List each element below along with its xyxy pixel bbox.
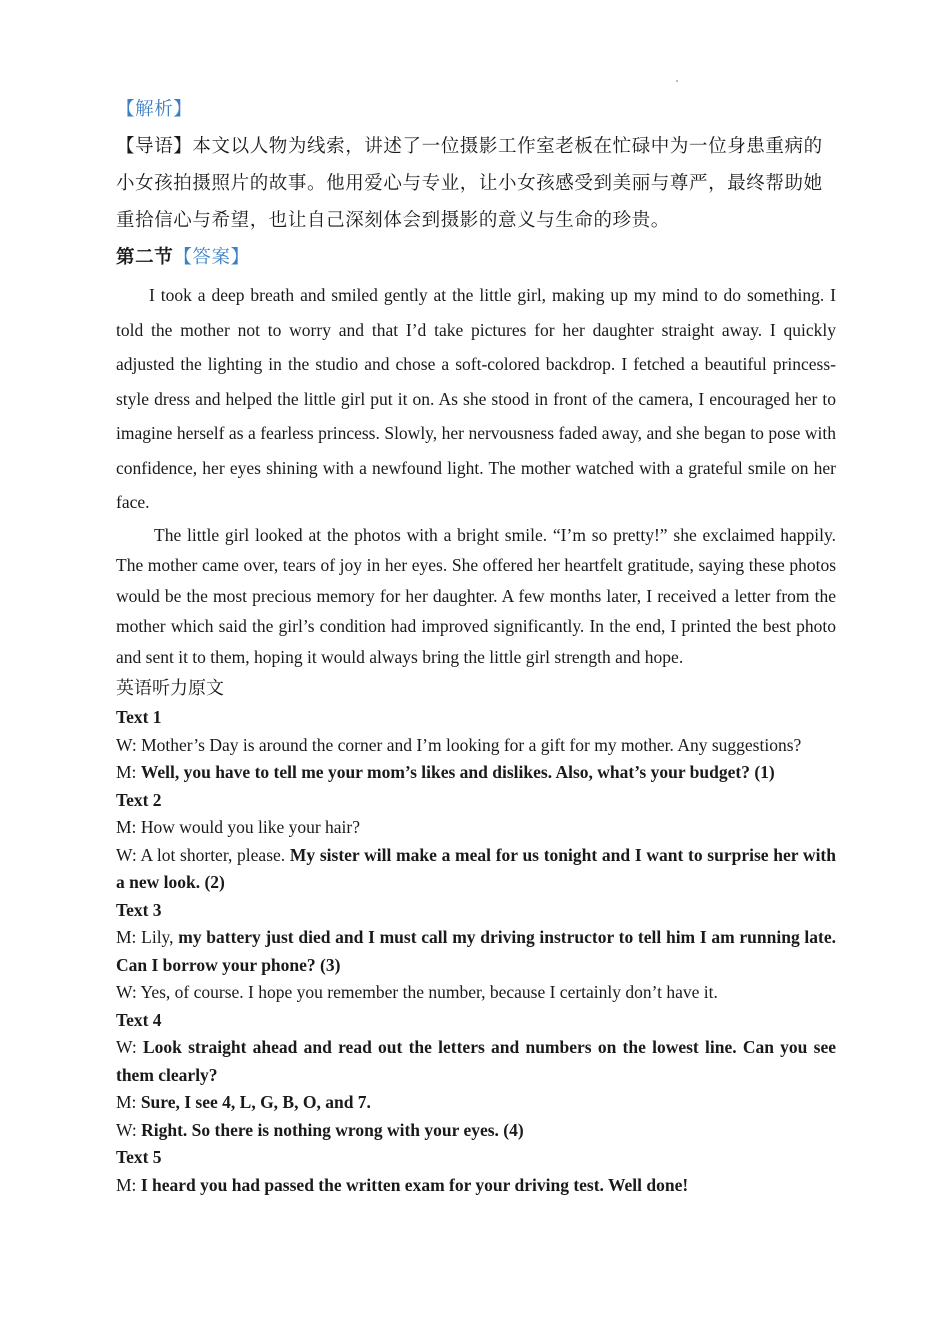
dialogue-text: Yes, of course. I hope you remember the number, because I certainly don’t have it. <box>140 982 718 1002</box>
answer-key-text: My sister will make a meal for us tonight and I want to surprise her with a new look. (2) <box>116 844 836 892</box>
answer-key-text: Look straight ahead and read out the letters and numbers on the lowest line. Can you see them clearly? <box>116 1037 836 1085</box>
intro-label: 【导语】 <box>116 137 193 157</box>
dialogue-line <box>116 924 836 979</box>
dialogue-text: How would you like your hair? <box>140 817 361 837</box>
dialogue-text: Lily, <box>141 927 179 947</box>
speaker-label: W: <box>116 1037 143 1057</box>
transcript-title: Text 4 <box>116 1009 162 1030</box>
dialogue-line <box>116 842 836 897</box>
section-title: 第二节 <box>116 248 174 268</box>
answer-paragraph-2: The little girl looked at the photos with a bright smile. “I’m so pretty!” she exclaimed happily. The mother came over, tears of joy in her eyes. She offered her heartfelt gratitude, saying these photos would be the most precious memory for her daughter. A few months later, I received a letter from the mother which said the girl’s condition had improved significantly. In the end, I printed the best photo and sent it to them, hoping it would always bring the little girl strength and hope. <box>116 524 836 667</box>
dialogue-text: Mother’s Day is around the corner and I’m looking for a gift for my mother. Any suggestions? <box>141 734 802 755</box>
dialogue-line <box>116 1172 836 1200</box>
speaker-label: W: <box>116 982 141 1002</box>
transcript-list <box>116 704 836 1199</box>
dialogue-line <box>116 759 836 787</box>
answer-key-text: I heard you had passed the written exam for your driving test. Well done! <box>140 1174 689 1195</box>
answer-key-text: Sure, I see 4, L, G, B, O, and 7. <box>140 1092 371 1112</box>
dialogue-line <box>116 1034 836 1089</box>
speaker-label: M: <box>116 1092 141 1112</box>
dialogue-line <box>116 732 836 760</box>
answer-label: 【答案】 <box>173 248 250 268</box>
intro-paragraph <box>116 129 836 240</box>
speaker-label: M: <box>116 817 141 837</box>
content <box>116 92 836 1199</box>
speaker-label: W: <box>116 844 141 865</box>
answer-paragraph-1: I took a deep breath and smiled gently at the little girl, making up my mind to do something. I told the mother not to worry and that I’d take pictures for her daughter straight away. I quickly adjusted the lighting in the studio and chose a soft-colored backdrop. I fetched a beautiful princess-style dress and helped the little girl put it on. As she stood in front of the camera, I encouraged her to imagine herself as a fearless princess. Slowly, her nervousness faded away, and she began to pose with confidence, her eyes shining with a newfound light. The mother watched with a grateful smile on her face. <box>116 285 836 512</box>
section-heading <box>116 240 836 277</box>
answer-key-text: Well, you have to tell me your mom’s likes and dislikes. Also, what’s your budget? (1) <box>140 762 775 782</box>
dialogue-line <box>116 814 836 842</box>
intro-text: 本文以人物为线索，讲述了一位摄影工作室老板在忙碌中为一位身患重病的小女孩拍摄照片的故事。他用爱心与专业，让小女孩感受到美丽与尊严，最终帮助她重拾信心与希望，也让自己深刻体会到摄影的意义与生命的珍贵。 <box>116 137 823 231</box>
dialogue-text: A lot shorter, please. <box>140 844 290 865</box>
speaker-label: M: <box>116 762 141 782</box>
transcript-heading: 英语听力原文 <box>116 678 224 698</box>
transcript-title: Text 1 <box>116 707 162 727</box>
scan-speck <box>676 80 678 82</box>
speaker-label: M: <box>116 927 142 947</box>
dialogue-line <box>116 979 836 1007</box>
dialogue-line <box>116 1117 836 1145</box>
dialogue-line <box>116 1089 836 1117</box>
speaker-label: M: <box>116 1174 141 1195</box>
transcript-title: Text 2 <box>116 789 162 810</box>
speaker-label: W: <box>116 734 142 755</box>
transcript-title: Text 5 <box>116 1147 162 1167</box>
analysis-heading <box>116 92 836 129</box>
speaker-label: W: <box>116 1119 142 1140</box>
answer-key-text: Right. So there is nothing wrong with your eyes. (4) <box>141 1119 524 1140</box>
analysis-label: 【解析】 <box>116 100 193 120</box>
answer-key-text: my battery just died and I must call my driving instructor to tell him I am running late. Can I borrow your phone? (3) <box>116 927 837 975</box>
transcript-title: Text 3 <box>116 899 162 920</box>
